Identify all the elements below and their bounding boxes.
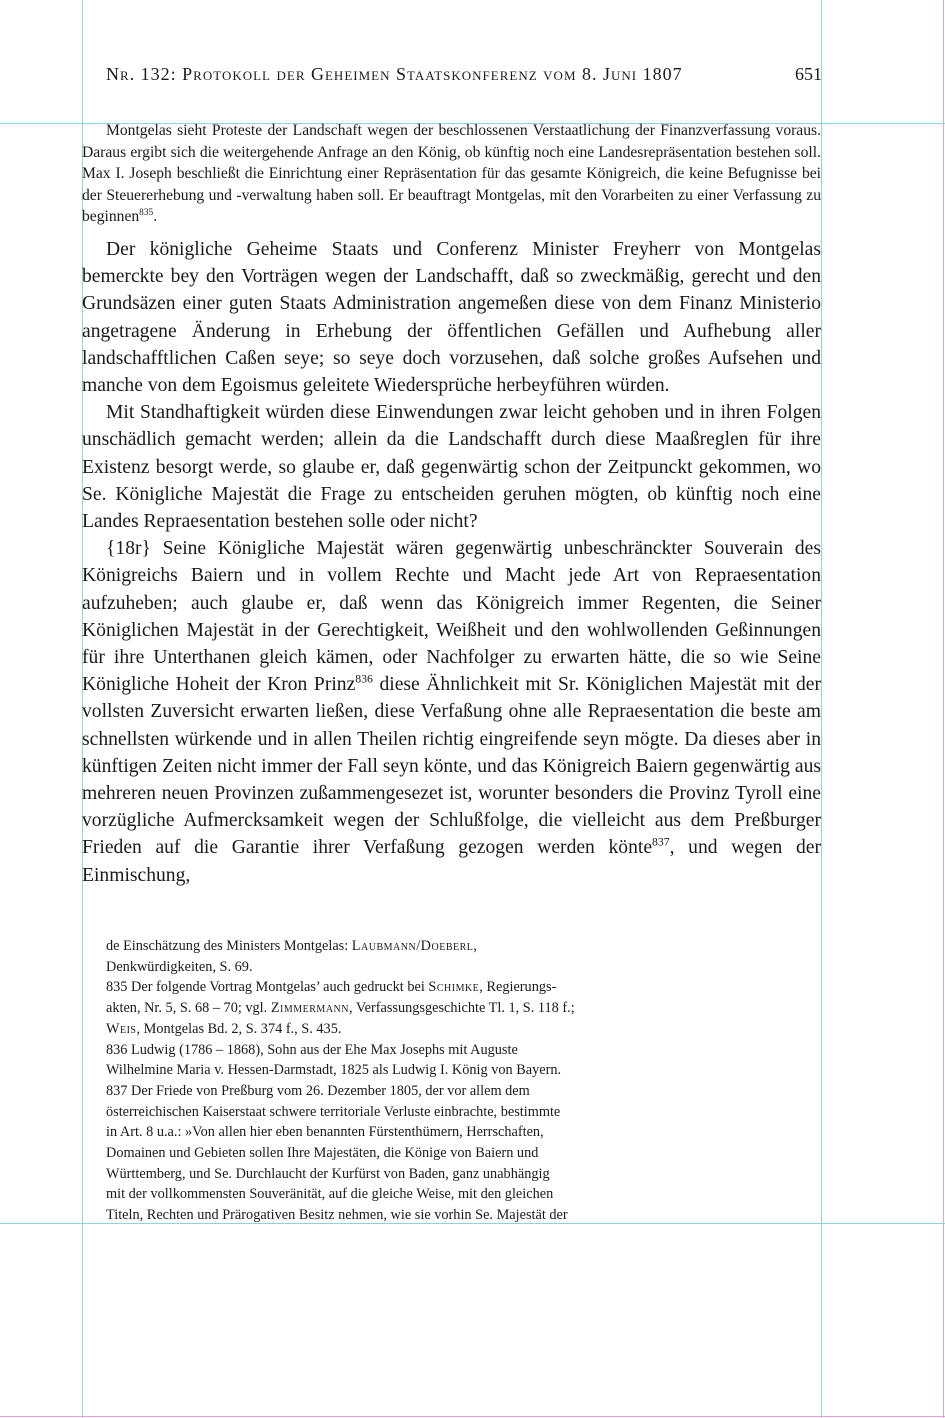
footnote-line (106, 1019, 666, 1040)
footnote-line: Titeln, Rechten und Prärogativen Besitz nehmen, wie sie vorhin Se. Majestät der (106, 1207, 568, 1224)
footnote-837: 837 Der Friede von Preßburg vom 26. Dezember 1805, der vor allem dem (106, 1082, 530, 1099)
footnote-ref-836: 836 (355, 672, 373, 686)
footnote-text: akten, Nr. 5, S. 68 – 70; vgl. (106, 1000, 271, 1017)
summary-text: Montgelas sieht Proteste der Landschaft wegen der beschlossenen Verstaatlichung der Finanzverfassung voraus. Daraus ergibt sich die weitergehende Anfrage an den König, ob künftig noch eine Landesrepräsentation bestehen soll. Max I. Joseph beschließt die Einrichtung einer Repräsentation für das gesamte Königreich, die keine Befugnisse bei der Steuererhebung und -verwaltung haben soll. Er beauftragt Montgelas, mit den Vorarbeiten zu einer Verfassung zu beginnen (82, 122, 821, 226)
body-paragraph-1: Der königliche Geheime Staats und Conferenz Minister Freyherr von Montgelas bemerckte bey den Vorträgen wegen der Landschafft, daß so zweckmäßig, gerecht und den Grundsäzen einer guten Staats Administration angemeßen diese von dem Finanz Ministerio angetragene Änderung in Erhebung der öffentlichen Gefällen und Aufhebung aller landschafftlichen Caßen seye; so seye doch vorzusehen, daß solche großes Aufsehen und manche von dem Egoismus geleitete Wiedersprüche herbeyführen würden. (82, 239, 821, 397)
author-name: Zimmermann (270, 1000, 349, 1017)
footnote-text: de Einschätzung des Ministers Montgelas: (106, 938, 352, 954)
document-summary (82, 120, 821, 228)
body-paragraph-3 (82, 535, 821, 889)
footnote-text: , Montgelas Bd. 2, S. 374 f., S. 435. (136, 1020, 342, 1037)
footnote-line: Domainen und Gebieten sollen Ihre Majestäten, die Könige von Baiern und (106, 1145, 539, 1162)
footnote-835 (106, 977, 666, 998)
body-paragraph-3-part-b: diese Ähnlichkeit mit Sr. Königlichen Majestät mit der vollsten Zuversicht erwarten ließen, diese Verfaßung ohne alle Repraesentation die beste am schnellsten würkende und in allen Theilen richtig eingreifende seyn mögte. Da dieses aber in künftigen Zeiten nicht immer der Fall seyn könte, und das Königreich Baiern gegenwärtig aus mehreren neuen Provinzen zußammengesezet ist, worunter besonders die Provinz Tyroll eine vorzügliche Aufmercksamkeit wegen der Schlußfolge, die vielleicht aus dem Preßburger Frieden auf die Garantie ihrer Verfaßung gezogen werden könte (82, 674, 821, 859)
footnote-line (106, 936, 666, 957)
footnote-line: in Art. 8 u.a.: »Von allen hier eben benannten Fürstenthümern, Herrschaften, (106, 1124, 544, 1141)
footnote-836: 836 Ludwig (1786 – 1868), Sohn aus der Ehe Max Josephs mit Auguste (106, 1041, 518, 1058)
footnote-text: , (473, 938, 477, 954)
margin-guide-right (821, 0, 822, 1418)
body-paragraph-3-part-a: {18r} Seine Königliche Majestät wären gegenwärtig unbeschränckter Souverain des Königreichs Baiern und in vollem Rechte und Macht jede Art von Repraesentation aufzuheben; auch glaube er, daß wenn das Königreich immer Regenten, die Seiner Königlichen Majestät in der Gerechtigkeit, Weißheit und den wohlwollenden Geßinnungen für ihre Unterthanen gleich kämen, oder Nachfolger zu erwarten hätte, die so wie Seine Königliche Hoheit der Kron Prinz (82, 538, 821, 696)
footnote-line: Denkwürdigkeiten, S. 69. (106, 958, 253, 975)
footnote-line: mit der vollkommensten Souveränität, auf die gleiche Weise, mit den gleichen (106, 1186, 554, 1203)
body-paragraph-3-part-c: , und wegen der Einmischung, (82, 837, 821, 886)
page-edge-right (943, 0, 944, 1418)
page-edge-bottom (0, 1416, 945, 1417)
summary-end: . (153, 208, 158, 226)
footnote-text: , Verfassungsgeschichte Tl. 1, S. 118 f.; (349, 1000, 575, 1017)
footnote-line: Württemberg, und Se. Durchlaucht der Kurfürst von Baden, ganz unabhängig (106, 1165, 550, 1182)
running-header (106, 64, 822, 85)
footnotes (106, 936, 666, 1226)
footnote-text: 835 Der folgende Vortrag Montgelas’ auch gedruckt bei (106, 979, 429, 996)
author-name: Laubmann/Doeberl (351, 938, 474, 954)
footnote-line (106, 998, 666, 1019)
author-name: Weis (106, 1020, 137, 1037)
body-paragraph-2: Mit Standhaftigkeit würden diese Einwendungen zwar leicht gehoben und in ihren Folgen unschädlich gemacht werden; allein da die Landschafft durch diese Maaßreglen für ihre Existenz besorgt werde, so glaube er, daß gegenwärtig schon der Zeitpunckt gekommen, wo Se. Königliche Majestät die Frage zu entscheiden geruhen mögten, ob künftig noch eine Landes Repraesentation bestehen solle oder nicht? (82, 402, 821, 533)
footnote-ref-837: 837 (652, 835, 670, 849)
footnote-ref-835: 835 (139, 208, 154, 219)
footnote-text: , Regierungs- (479, 979, 557, 996)
summary-paragraph (82, 120, 821, 228)
page-number: 651 (795, 64, 822, 84)
protocol-body (82, 236, 821, 889)
footnote-line: Wilhelmine Maria v. Hessen-Darmstadt, 1825 als Ludwig I. König von Bayern. (106, 1062, 562, 1079)
footnote-line: österreichischen Kaiserstaat schwere territoriale Verluste einbrachte, bestimmte (106, 1103, 561, 1120)
running-title: Nr. 132: Protokoll der Geheimen Staatskonferenz vom 8. Juni 1807 (106, 64, 683, 84)
author-name: Schimke (428, 979, 480, 996)
